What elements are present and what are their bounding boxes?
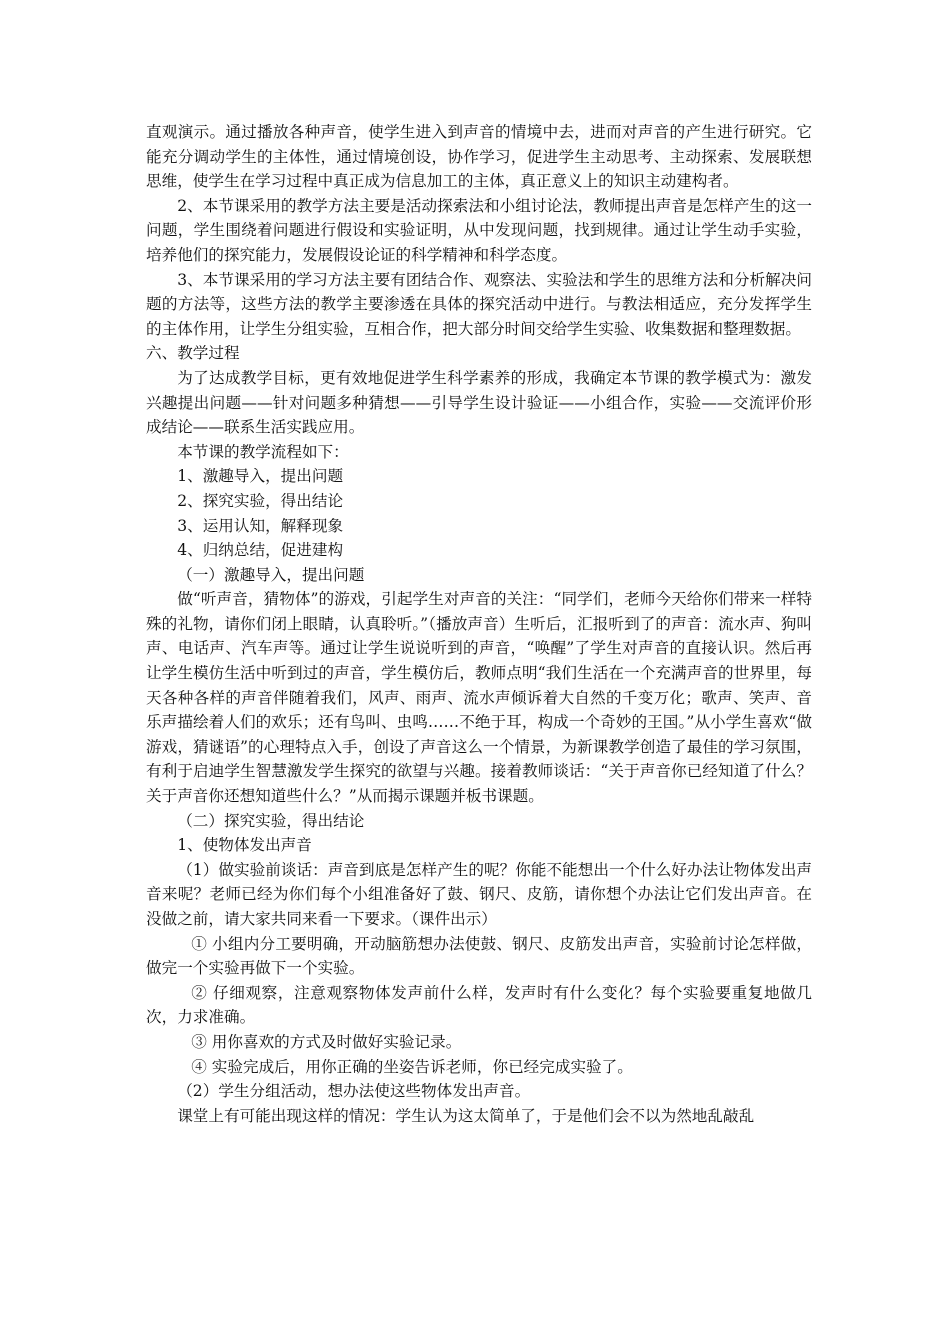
paragraph-group-activity: （2）学生分组活动，想办法使这些物体发出声音。 xyxy=(177,1082,531,1101)
document-body xyxy=(146,120,812,1128)
requirement-item-1: ① 小组内分工要明确，开动脑筋想办法使鼓、钢尺、皮筋发出声音，实验前讨论怎样做，做完一个实验再做下一个实验。 xyxy=(146,934,812,978)
paragraph-learning-method: 3、本节课采用的学习方法主要有团结合作、观察法、实验法和学生的思维方法和分析解决问题的方法等，这些方法的教学主要渗透在具体的探究活动中进行。与教法相适应，充分发挥学生的主体作用，让学生分组实验，互相合作，把大部分时间交给学生实验、收集数据和整理数据。 xyxy=(146,270,812,338)
flow-item-4: 4、归纳总结，促进建构 xyxy=(177,541,344,560)
flow-item-3: 3、运用认知，解释现象 xyxy=(177,516,344,535)
section-heading-teaching-process: 六、教学过程 xyxy=(146,344,240,363)
flow-item-1: 1、激趣导入，提出问题 xyxy=(177,467,344,486)
paragraph-sound-game: 做“听声音，猜物体”的游戏，引起学生对声音的关注：“同学们，老师今天给你们带来一样特殊的礼物，请你们闭上眼睛，认真聆听。”（播放声音）生听后，汇报听到了的声音：流水声、狗叫声、电话声、汽车声等。通过让学生说说听到的声音，“唤醒”了学生对声音的直接认识。然后再让学生模仿生活中听到过的声音，学生模仿后，教师点明“我们生活在一个充满声音的世界里，每天各种各样的声音伴随着我们，风声、雨声、流水声倾诉着大自然的千变万化；歌声、笑声、音乐声描绘着人们的欢乐；还有鸟叫、虫鸣……不绝于耳，构成一个奇妙的王国。”从小学生喜欢“做游戏，猜谜语”的心理特点入手，创设了声音这么一个情景，为新课教学创造了最佳的学习氛围，有利于启迪学生智慧激发学生探究的欲望与兴趣。接着教师谈话：“关于声音你已经知道了什么？关于声音你还想知道些什么？”从而揭示课题并板书课题。 xyxy=(146,590,812,806)
flow-item-2: 2、探究实验，得出结论 xyxy=(177,491,344,510)
paragraph-classroom-situation: 课堂上有可能出现这样的情况：学生认为这太简单了，于是他们会不以为然地乱敲乱 xyxy=(177,1106,755,1125)
requirement-item-2: ② 仔细观察，注意观察物体发声前什么样，发声时有什么变化？每个实验要重复地做几次，力求准确。 xyxy=(146,983,812,1027)
requirement-item-3: ③ 用你喜欢的方式及时做好实验记录。 xyxy=(191,1032,462,1051)
paragraph-flow-intro: 本节课的教学流程如下： xyxy=(177,442,349,461)
paragraph-pre-experiment-talk: （1）做实验前谈话：声音到底是怎样产生的呢？你能不能想出一个什么好办法让物体发出声音来呢？老师已经为你们每个小组准备好了鼓、钢尺、皮筋，请你想个办法让它们发出声音。在没做之前，请大家共同来看一下要求。（课件出示） xyxy=(146,860,812,928)
subheading-part-one: （一）激趣导入，提出问题 xyxy=(177,565,365,584)
paragraph-intro-continuation: 直观演示。通过播放各种声音，使学生进入到声音的情境中去，进而对声音的产生进行研究。它能充分调动学生的主体性，通过情境创设，协作学习，促进学生主动思考、主动探索、发展联想思维，使学生在学习过程中真正成为信息加工的主体，真正意义上的知识主动建构者。 xyxy=(146,123,812,191)
subheading-make-sound: 1、使物体发出声音 xyxy=(177,836,312,855)
paragraph-teaching-mode: 为了达成教学目标，更有效地促进学生科学素养的形成，我确定本节课的教学模式为：激发兴趣提出问题——针对问题多种猜想——引导学生设计验证——小组合作，实验——交流评价形成结论——联系生活实践应用。 xyxy=(146,368,812,437)
subheading-part-two: （二）探究实验，得出结论 xyxy=(177,811,365,830)
paragraph-teaching-method: 2、本节课采用的教学方法主要是活动探索法和小组讨论法，教师提出声音是怎样产生的这一问题，学生围绕着问题进行假设和实验证明，从中发现问题，找到规律。通过让学生动手实验，培养他们的探究能力，发展假设论证的科学精神和科学态度。 xyxy=(146,196,812,264)
requirement-item-4: ④ 实验完成后，用你正确的坐姿告诉老师，你已经完成实验了。 xyxy=(191,1057,633,1076)
